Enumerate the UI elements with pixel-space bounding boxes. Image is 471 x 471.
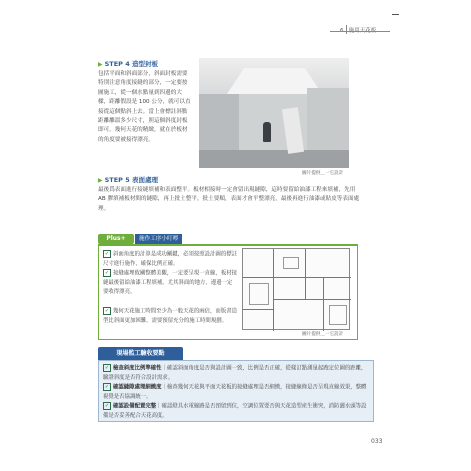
plus-title: 施作工序小叮嚀: [135, 234, 182, 244]
checkbox-icon: ✓: [104, 403, 110, 409]
plan-wall: [243, 309, 273, 310]
plan-wall: [323, 277, 324, 331]
step5-heading-text: STEP 5 表面處理: [104, 176, 158, 184]
plan-wall: [243, 277, 351, 278]
step5-body: 最後爲表面進行接縫填補和表面整平。板材相接時一定會留出現縫隙，這時要留給油漆工程來填補，先用 AB 膠填補板材間的縫隙，再上批土整平，批土要順，表面才會平整漂亮，最後再進行油漆或貼皮等表面處理。: [98, 187, 360, 212]
step4-heading-text: STEP 4 造型封板: [104, 60, 158, 68]
photo-board: [282, 107, 304, 154]
tip-item: [103, 307, 237, 326]
inspection-item-label: 確認設備配置完整: [113, 403, 157, 410]
plan-caption: 圖片提供＿一它設計: [302, 332, 344, 337]
page-number: 033: [371, 438, 383, 445]
inspection-item-text: 檢查幾何天花與平面天花板的接縫處理是否細緻，接縫線條是否呈現直線效果，整體視覺是否協調統一。: [103, 384, 367, 400]
photo-worker: [263, 122, 271, 142]
checkbox-icon: ✓: [104, 270, 110, 276]
step4-body: 包括平面和斜面部分，斜面封板需要特別注意角度接縫的部分，一定要按圖施工，從一個水點量到四邊的大樑，距離假設是 100 公分，就可以直接從這個點斜上去。當上會標註斜點距離離溫多少尺寸，照這個斜度封板即可。幾何天花的精緻，就在於板材的角度要被接得漂亮。: [98, 71, 191, 143]
tip-item: [103, 269, 237, 298]
step4-heading: [98, 59, 158, 68]
plus-badge: Plus+: [98, 234, 134, 244]
inspection-item-label: 確認縫隙處理細緻度: [113, 384, 162, 391]
inspection-item: ✓ 確認縫隙處理細緻度｜檢查幾何天花與平面天花板的接縫處理是否細緻，接縫線條是否呈現直線效果，整體視覺是否協調統一。: [103, 384, 367, 400]
tip-text: 接縫處理攸關整體美觀，一定要呈現一直線，板材接縫最後留給油漆工程填補，尤其斜面的地方，邊邊一定要收得漂亮。: [103, 270, 237, 296]
header-underline: [330, 31, 390, 32]
step4-photo: [199, 58, 349, 168]
inspection-item: ✓ 確認設備配置完整｜確認燈具水電線路是否預留到位，空調位置要否與天花造型產生衝突，消防灑水頭等設備是否妥善配合天花高度。: [103, 403, 367, 419]
inspection-item: ✓ 檢查斜度比例準確性｜確認斜面角度是否與設計圖一致，比例是否正確，從樣訂點測量起跑定位圖的距離，驗證斜度是否符合設計需求。: [103, 365, 367, 381]
tip-text: 幾何天花施工時間至少為一般天花的兩倍，而版書造型比斜面更加困難，需要預留充分的施工時間規劃。: [103, 308, 237, 324]
plan-wall: [305, 249, 306, 299]
checkbox-icon: ✓: [104, 365, 110, 371]
inspection-item-text: 確認燈具水電線路是否預留到位，空調位置要否與天花造型產生衝突，消防灑水頭等設備是否妥善配合天花高度。: [103, 403, 367, 419]
inspection-item-label: 檢查斜度比例準確性: [113, 365, 162, 372]
step5-marker-icon: ▶: [98, 177, 103, 184]
inspection-item-text: 確認斜面角度是否與設計圖一致，比例是否正確，從樣訂點測量起跑定位圖的距離，驗證斜度是否符合設計需求。: [103, 365, 367, 381]
chapter-divider: [346, 25, 347, 34]
plan-wall: [273, 299, 351, 300]
plan-wall: [273, 249, 274, 331]
checkbox-icon: ✓: [104, 384, 110, 390]
floor-plan-drawing: [242, 248, 350, 330]
plan-furniture: [283, 257, 299, 269]
tip-text: 斜面角度的計算是成功關鍵，必須按照設計圖的標註尺寸進行施作，確保比例正確。: [103, 251, 237, 267]
checkbox-icon: ✓: [104, 308, 110, 314]
step5-heading: [98, 175, 158, 184]
step4-marker-icon: ▶: [98, 61, 103, 68]
inspection-title: 現場監工驗收要點: [98, 347, 183, 360]
step4-photo-caption: 圖片提供＿一它設計: [302, 171, 344, 176]
header-dash: [392, 14, 399, 15]
plan-furniture: [329, 305, 347, 325]
plan-furniture: [249, 283, 269, 305]
tip-item: [103, 250, 237, 269]
checkbox-icon: ✓: [104, 251, 110, 257]
photo-floor: [199, 150, 349, 168]
